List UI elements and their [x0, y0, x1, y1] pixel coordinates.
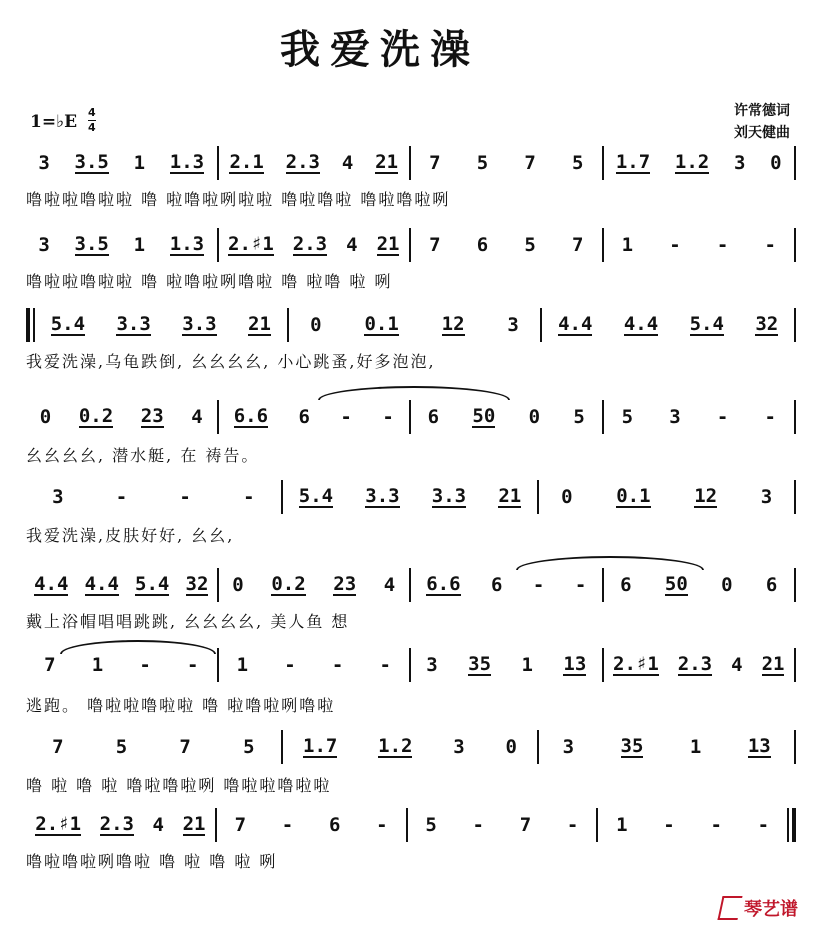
lyrics-line: 戴上浴帽唱唱跳跳, 幺幺幺幺, 美人鱼 想: [26, 612, 350, 631]
note: 2.♯1: [613, 653, 659, 675]
note: 1.2: [378, 735, 413, 757]
note: 5: [425, 814, 437, 836]
measure: [26, 730, 281, 764]
note: 1: [616, 814, 628, 836]
note: -: [716, 234, 729, 256]
note: 0: [770, 152, 782, 174]
key-signature: 1=♭E: [30, 112, 78, 132]
note: 5: [524, 234, 536, 256]
measure: [539, 480, 794, 514]
measure: [539, 730, 794, 764]
note: 21: [498, 485, 522, 507]
measure: [219, 568, 410, 602]
note: 3: [453, 736, 465, 758]
lyrics-line: 幺幺幺幺, 潜水艇, 在 祷告。: [26, 446, 260, 465]
note: 3: [507, 314, 519, 336]
note: 3.3: [182, 313, 217, 335]
lyrics-line: 噜啦噜啦咧噜啦 噜 啦 噜 啦 咧: [26, 852, 278, 871]
note: 7: [429, 152, 441, 174]
note: 0: [721, 574, 733, 596]
logo-text: 琴艺谱: [744, 899, 798, 920]
note: 4: [346, 234, 358, 256]
measure: [604, 648, 795, 682]
note: -: [472, 814, 484, 836]
lyrics-line: 我爱洗澡,皮肤好好, 幺幺,: [26, 526, 235, 545]
note: 23: [140, 405, 164, 427]
note: 1.3: [169, 151, 205, 173]
note: -: [284, 654, 296, 676]
note: 2.1: [229, 151, 264, 173]
note: 4: [731, 654, 743, 676]
note: 7: [44, 654, 56, 676]
measure: [604, 400, 795, 434]
measure: [26, 400, 217, 434]
note: 6: [298, 406, 310, 428]
barline: [794, 400, 796, 434]
note: 0.2: [271, 573, 306, 595]
measure: [26, 228, 217, 262]
note: 0.1: [616, 485, 651, 507]
note: 2.3: [292, 233, 328, 255]
note: -: [179, 486, 191, 508]
measure: [219, 146, 410, 180]
logo-icon: [717, 896, 742, 920]
notation-row: [26, 146, 796, 180]
measure: [411, 568, 602, 602]
measure: [26, 568, 217, 602]
barline: [794, 228, 796, 262]
barline: [794, 648, 796, 682]
note: 32: [185, 573, 209, 595]
measure: [411, 228, 602, 262]
note: 3.5: [74, 233, 109, 255]
note: 21: [182, 813, 206, 835]
barline: [794, 146, 796, 180]
measure: [289, 308, 541, 342]
note: -: [115, 486, 128, 508]
note: -: [574, 574, 587, 596]
tie-arc: [516, 556, 704, 570]
measure: [283, 480, 538, 514]
note: 3.3: [116, 313, 151, 335]
barline: [794, 308, 796, 342]
note: 4: [152, 814, 164, 836]
repeat-end-barline: [787, 808, 796, 842]
measure: [26, 146, 217, 180]
note: 3.3: [431, 485, 467, 507]
note: 7: [429, 234, 441, 256]
measure: [411, 648, 602, 682]
note: 0: [39, 406, 52, 428]
notation-row: [26, 480, 796, 514]
note: 3.3: [365, 485, 400, 507]
note: 13: [563, 653, 587, 675]
note: 6.6: [426, 573, 461, 595]
note: 23: [333, 573, 357, 595]
note: 1.2: [674, 151, 710, 173]
note: 3: [562, 736, 575, 758]
note: 4.4: [84, 573, 119, 595]
measure: [411, 146, 602, 180]
note: -: [566, 814, 579, 836]
note: -: [331, 654, 344, 676]
note: 1: [236, 654, 249, 676]
note: 12: [694, 485, 718, 507]
note: 0: [561, 486, 573, 508]
note: 1: [133, 152, 146, 174]
note: 21: [376, 233, 400, 255]
note: 0: [528, 406, 541, 428]
note: 7: [571, 234, 584, 256]
measure: [408, 808, 597, 842]
note: 4.4: [623, 313, 659, 335]
note: 7: [179, 736, 191, 758]
note: 6: [491, 574, 503, 596]
note: -: [139, 654, 151, 676]
measure: [283, 730, 538, 764]
lyrics-line: 噜啦啦噜啦啦 噜 啦噜啦咧噜啦 噜 啦噜 啦 咧: [26, 272, 393, 291]
note: -: [281, 814, 294, 836]
note: 50: [472, 405, 496, 427]
note: 5.4: [135, 573, 170, 595]
note: -: [764, 234, 776, 256]
note: 0.1: [364, 313, 399, 335]
note: 7: [519, 814, 532, 836]
note: 3.5: [74, 151, 109, 173]
measure: [219, 648, 410, 682]
notation-row: [26, 568, 796, 602]
note: 35: [620, 735, 644, 757]
measure: [604, 568, 795, 602]
note: -: [532, 574, 545, 596]
lyrics-line: 噜啦啦噜啦啦 噜 啦噜啦咧啦啦 噜啦噜啦 噜啦噜啦咧: [26, 190, 451, 209]
note: 6: [328, 814, 341, 836]
repeat-start-barline: [26, 308, 35, 342]
note: 50: [664, 573, 688, 595]
note: 3: [52, 486, 64, 508]
note: 2.3: [285, 151, 320, 173]
note: 0: [505, 736, 517, 758]
note: 13: [747, 735, 771, 757]
note: 6: [765, 574, 778, 596]
measure: [598, 808, 787, 842]
note: 1.3: [169, 233, 205, 255]
note: 5: [621, 406, 634, 428]
note: 1: [521, 654, 533, 676]
note: 7: [524, 152, 536, 174]
note: 4: [383, 574, 396, 596]
note: 5: [243, 736, 255, 758]
note: 5.4: [298, 485, 334, 507]
meter-top: 4: [88, 106, 96, 119]
note: 1.7: [303, 735, 338, 757]
lyricist-credit: 许常德词: [734, 103, 790, 119]
note: 3: [669, 406, 681, 428]
measure: [411, 400, 602, 434]
time-signature: [88, 106, 96, 135]
measure: [604, 146, 795, 180]
measure: [219, 228, 410, 262]
note: 1.7: [615, 151, 651, 173]
note: 3: [733, 152, 746, 174]
note: -: [663, 814, 675, 836]
note: 5.4: [689, 313, 724, 335]
measure: [26, 808, 215, 842]
note: 5.4: [50, 313, 86, 335]
barline: [794, 480, 796, 514]
note: 1: [689, 736, 702, 758]
note: 6: [476, 234, 489, 256]
note: -: [186, 654, 199, 676]
meter-bottom: 4: [88, 121, 96, 134]
note: 12: [441, 313, 465, 335]
note: -: [382, 406, 394, 428]
song-title: 我爱洗澡: [280, 26, 480, 73]
note: 6: [620, 574, 632, 596]
notation-row: [26, 308, 796, 342]
note: -: [716, 406, 729, 428]
note: 4.4: [34, 573, 69, 595]
note: 3: [38, 152, 50, 174]
note: 21: [761, 653, 785, 675]
note: -: [340, 406, 352, 428]
note: 2.♯1: [35, 813, 82, 835]
tie-arc: [60, 640, 216, 654]
note: -: [710, 814, 722, 836]
note: 3: [426, 654, 438, 676]
site-logo: [720, 895, 798, 921]
note: 5: [571, 152, 584, 174]
measure: [26, 480, 281, 514]
note: 3: [38, 234, 50, 256]
note: 0.2: [78, 405, 114, 427]
composer-credit: 刘天健曲: [734, 125, 790, 141]
note: 5: [115, 736, 128, 758]
note: -: [243, 486, 255, 508]
barline: [794, 568, 796, 602]
notation-row: [26, 730, 796, 764]
note: 7: [234, 814, 247, 836]
tie-arc: [318, 386, 510, 400]
note: 3: [760, 486, 773, 508]
notation-row: [26, 400, 796, 434]
note: 0: [232, 574, 244, 596]
lyrics-line: 逃跑。 噜啦啦噜啦啦 噜 啦噜啦咧噜啦: [26, 696, 336, 715]
measure: [542, 308, 794, 342]
note: 21: [248, 313, 271, 335]
note: 1: [133, 234, 146, 256]
note: 21: [375, 151, 399, 173]
note: 5: [476, 152, 489, 174]
note: 4: [191, 406, 203, 428]
note: 4.4: [558, 313, 593, 335]
note: 5: [573, 406, 585, 428]
measure: [219, 400, 410, 434]
measure: [35, 308, 287, 342]
note: 35: [468, 653, 492, 675]
note: -: [669, 234, 681, 256]
note: 4: [341, 152, 354, 174]
note: 1: [621, 234, 634, 256]
note: -: [757, 814, 770, 836]
measure: [604, 228, 795, 262]
note: 0: [310, 314, 322, 336]
note: -: [376, 814, 388, 836]
note: -: [379, 654, 391, 676]
note: 2.♯1: [228, 233, 274, 255]
measure: [217, 808, 406, 842]
note: 1: [91, 654, 104, 676]
note: 2.3: [677, 653, 713, 675]
barline: [794, 730, 796, 764]
note: -: [764, 406, 776, 428]
note: 6: [427, 406, 440, 428]
note: 32: [755, 313, 779, 335]
lyrics-line: 我爱洗澡,乌龟跌倒, 幺幺幺幺, 小心跳蚤,好多泡泡,: [26, 352, 436, 371]
note: 7: [52, 736, 64, 758]
lyrics-line: 噜 啦 噜 啦 噜啦噜啦咧 噜啦啦噜啦啦: [26, 776, 332, 795]
notation-row: [26, 808, 796, 842]
notation-row: [26, 228, 796, 262]
note: 6.6: [233, 405, 269, 427]
note: 2.3: [99, 813, 134, 835]
